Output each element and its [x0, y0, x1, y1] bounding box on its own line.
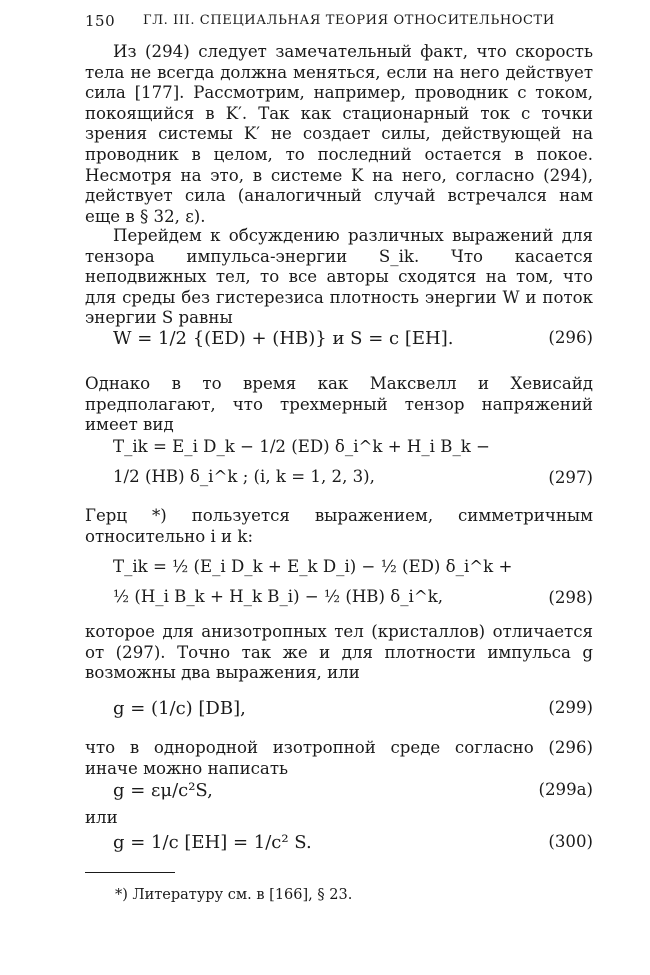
equation-296-body: W = 1/2 {(ED) + (HB)} и S = c [EH].	[113, 328, 454, 349]
equation-299-label: (299)	[548, 698, 593, 717]
equation-297	[85, 432, 593, 492]
running-title: ГЛ. III. СПЕЦИАЛЬНАЯ ТЕОРИЯ ОТНОСИТЕЛЬНОСТИ	[143, 13, 555, 28]
equation-300	[85, 832, 593, 860]
equation-296	[85, 328, 593, 356]
equation-299	[85, 698, 593, 726]
equation-297-label: (297)	[548, 468, 593, 487]
equation-299a-body: g = εμ/c²S,	[113, 780, 213, 801]
paragraph-3: Однако в то время как Максвелл и Хевисайд предполагают, что трехмерный тензор напряжений имеет вид	[85, 374, 593, 435]
equation-298	[85, 552, 593, 612]
footnote: *) Литературу см. в [166], § 23.	[115, 887, 353, 903]
paragraph-5: которое для анизотропных тел (кристаллов) отличается от (297). Точно так же и для плотности импульса g возможны два выражения, или	[85, 622, 593, 683]
paragraph-6: что в однородной изотропной среде согласно (296) иначе можно написать	[85, 738, 593, 778]
equation-299a-label: (299a)	[538, 780, 593, 799]
page-number: 150	[85, 12, 116, 30]
equation-298-label: (298)	[548, 588, 593, 607]
equation-299a	[85, 780, 593, 808]
paragraph-1: Из (294) следует замечательный факт, что скорость тела не всегда должна меняться, если на него действует сила [177]. Рассмотрим, например, проводник с током, покоящийся в K′. Так как стационарный ток с точки зрения системы K′ не создает силы, действующей на проводник в целом, то последний остается в покое. Несмотря на это, в системе K на него, согласно (294), действует сила (аналогичный случай встречался нам еще в § 32, ε).	[85, 42, 593, 226]
equation-297-body: T_ik = E_i D_k − 1/2 (ED) δ_i^k + H_i B_k − 1/2 (HB) δ_i^k ; (i, k = 1, 2, 3),	[113, 437, 490, 486]
paragraph-7: или	[85, 808, 118, 827]
equation-298-body: T_ik = ½ (E_i D_k + E_k D_i) − ½ (ED) δ_i^k + ½ (H_i B_k + H_k B_i) − ½ (HB) δ_i^k,	[113, 557, 513, 606]
footnote-rule	[85, 872, 175, 873]
book-page	[85, 0, 593, 975]
equation-300-label: (300)	[548, 832, 593, 851]
equation-299-body: g = (1/c) [DB],	[113, 698, 246, 719]
paragraph-2: Перейдем к обсуждению различных выражений для тензора импульса-энергии S_ik. Что касается неподвижных тел, то все авторы сходятся на том, что для среды без гистерезиса плотность энергии W и поток энергии S равны	[85, 226, 593, 328]
equation-296-label: (296)	[548, 328, 593, 347]
paragraph-4: Герц *) пользуется выражением, симметричным относительно i и k:	[85, 506, 593, 546]
equation-300-body: g = 1/c [EH] = 1/c² S.	[113, 832, 312, 853]
